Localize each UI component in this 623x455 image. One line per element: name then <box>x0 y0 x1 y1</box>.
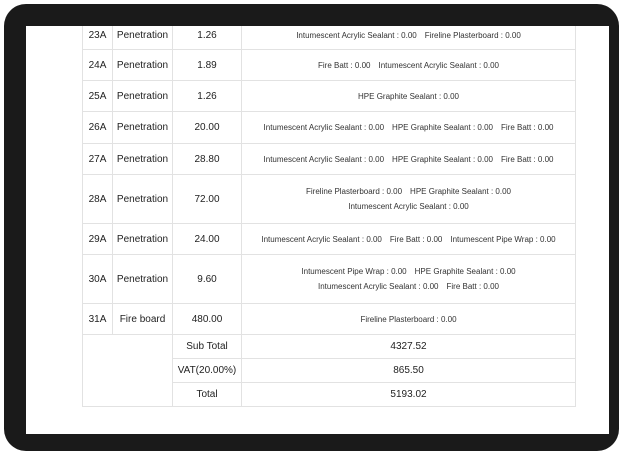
material-entry: Intumescent Acrylic Sealant : 0.00 <box>296 30 417 40</box>
vat-value: 865.50 <box>242 359 576 383</box>
row-materials <box>242 255 576 304</box>
material-line <box>242 312 575 327</box>
row-materials <box>242 50 576 81</box>
row-amount: 20.00 <box>173 112 242 144</box>
row-type: Penetration <box>113 255 173 304</box>
quote-table <box>82 26 576 407</box>
row-id: 28A <box>83 175 113 224</box>
row-type: Penetration <box>113 175 173 224</box>
row-type: Penetration <box>113 50 173 81</box>
row-materials <box>242 224 576 255</box>
vat-label: VAT(20.00%) <box>173 359 242 383</box>
row-type: Penetration <box>113 144 173 175</box>
row-materials <box>242 304 576 335</box>
material-entry: Fire Batt : 0.00 <box>389 234 443 244</box>
material-entry: Fireline Plasterboard : 0.00 <box>424 30 521 40</box>
summary-spacer <box>83 335 173 407</box>
row-amount: 72.00 <box>173 175 242 224</box>
material-entry: Fire Batt : 0.00 <box>501 154 554 164</box>
material-entry: HPE Graphite Sealant : 0.00 <box>410 187 511 196</box>
row-amount: 1.26 <box>173 81 242 112</box>
material-entry: HPE Graphite Sealant : 0.00 <box>358 91 459 101</box>
row-id: 23A <box>83 26 113 50</box>
material-line <box>242 89 575 104</box>
row-amount: 9.60 <box>173 255 242 304</box>
row-materials <box>242 81 576 112</box>
row-amount: 28.80 <box>173 144 242 175</box>
material-entry: Intumescent Acrylic Sealant : 0.00 <box>263 123 385 132</box>
device-frame <box>4 4 619 451</box>
material-line <box>242 120 575 135</box>
material-entry: HPE Graphite Sealant : 0.00 <box>392 123 493 132</box>
row-type: Penetration <box>113 112 173 144</box>
row-materials <box>242 26 576 50</box>
row-materials <box>242 112 576 144</box>
table-row <box>83 112 576 144</box>
total-label: Total <box>173 383 242 407</box>
material-entry: Intumescent Acrylic Sealant : 0.00 <box>348 202 469 211</box>
table-row <box>83 175 576 224</box>
material-entry: HPE Graphite Sealant : 0.00 <box>414 267 516 276</box>
row-type: Penetration <box>113 81 173 112</box>
row-amount: 1.89 <box>173 50 242 81</box>
row-amount: 480.00 <box>173 304 242 335</box>
subtotal-row <box>83 335 576 359</box>
material-entry: HPE Graphite Sealant : 0.00 <box>392 154 493 164</box>
material-entry: Fire Batt : 0.00 <box>501 123 554 132</box>
row-amount: 24.00 <box>173 224 242 255</box>
table-row <box>83 255 576 304</box>
summary-body <box>83 335 576 407</box>
material-entry: Intumescent Acrylic Sealant : 0.00 <box>318 282 439 291</box>
row-id: 30A <box>83 255 113 304</box>
total-value: 5193.02 <box>242 383 576 407</box>
material-line <box>242 58 575 73</box>
material-entry: Fireline Plasterboard : 0.00 <box>360 314 457 324</box>
table-row <box>83 81 576 112</box>
material-entry: Intumescent Acrylic Sealant : 0.00 <box>261 234 382 244</box>
material-line <box>242 279 575 294</box>
material-line <box>242 264 575 279</box>
subtotal-value: 4327.52 <box>242 335 576 359</box>
material-entry: Intumescent Acrylic Sealant : 0.00 <box>263 154 385 164</box>
row-amount: 1.26 <box>173 26 242 50</box>
table-row <box>83 50 576 81</box>
material-line <box>242 152 575 167</box>
row-materials <box>242 175 576 224</box>
material-entry: Intumescent Acrylic Sealant : 0.00 <box>378 60 499 70</box>
screen <box>26 26 609 434</box>
row-id: 25A <box>83 81 113 112</box>
material-entry: Fireline Plasterboard : 0.00 <box>305 187 403 196</box>
material-line <box>242 184 575 199</box>
table-row <box>83 26 576 50</box>
row-type: Penetration <box>113 26 173 50</box>
row-id: 27A <box>83 144 113 175</box>
row-id: 26A <box>83 112 113 144</box>
row-id: 24A <box>83 50 113 81</box>
material-entry: Intumescent Pipe Wrap : 0.00 <box>301 267 407 276</box>
row-id: 31A <box>83 304 113 335</box>
material-line <box>242 28 575 43</box>
row-type: Fire board <box>113 304 173 335</box>
material-entry: Fire Batt : 0.00 <box>318 60 371 70</box>
row-type: Penetration <box>113 224 173 255</box>
table-body <box>83 26 576 335</box>
material-line <box>242 232 575 247</box>
material-line <box>242 199 575 214</box>
table-row <box>83 304 576 335</box>
table-row <box>83 224 576 255</box>
row-id: 29A <box>83 224 113 255</box>
material-entry: Fire Batt : 0.00 <box>446 282 499 291</box>
material-entry: Intumescent Pipe Wrap : 0.00 <box>450 234 556 244</box>
subtotal-label: Sub Total <box>173 335 242 359</box>
table-row <box>83 144 576 175</box>
row-materials <box>242 144 576 175</box>
